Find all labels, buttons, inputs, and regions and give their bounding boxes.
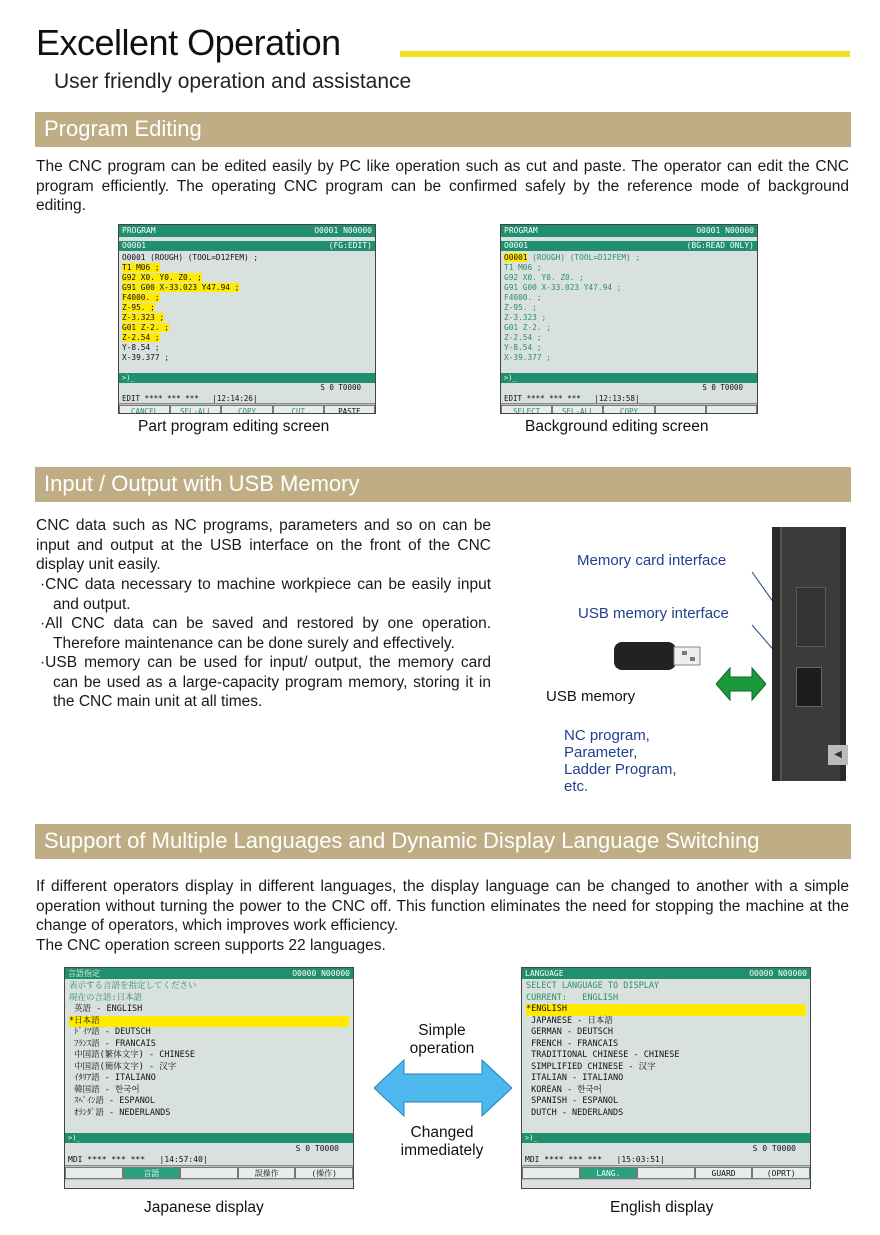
- language-option[interactable]: ITALIAN - ITALIANO: [526, 1073, 624, 1083]
- language-option[interactable]: GERMAN - DEUTSCH: [526, 1027, 613, 1037]
- screen-header-left: LANGUAGE: [525, 969, 564, 978]
- screen-header-right: O0001 N00000: [314, 226, 372, 235]
- softkey-item-3[interactable]: 誤操作: [238, 1167, 296, 1179]
- softkey-item-4[interactable]: (OPRT): [752, 1167, 810, 1179]
- program-line: G92 X0. Y0. Z0. ;: [504, 273, 584, 282]
- softkey-blank[interactable]: [180, 1167, 238, 1179]
- screen-header-left: PROGRAM: [122, 226, 156, 235]
- data-type-item: NC program,: [564, 727, 650, 744]
- program-line: Z-3.323 ;: [504, 313, 547, 322]
- caption-part-program: Part program editing screen: [138, 418, 330, 435]
- data-type-item: Ladder Program,: [564, 761, 677, 778]
- label-memory-card-interface: Memory card interface: [577, 552, 727, 569]
- softkey-language[interactable]: LANG.: [580, 1167, 638, 1179]
- softkey-language[interactable]: 言語: [123, 1167, 181, 1179]
- program-line: G01 Z-2. ;: [504, 323, 551, 332]
- mode-status-line: EDIT **** *** *** |12:14:26|: [119, 393, 375, 404]
- screen-header-left: PROGRAM: [504, 226, 538, 235]
- double-arrow-icon: [716, 664, 766, 704]
- program-line: G01 Z-2. ;: [122, 323, 169, 332]
- page-subtitle: User friendly operation and assistance: [54, 70, 412, 93]
- mode-status-line: EDIT **** *** *** |12:13:58|: [501, 393, 757, 404]
- softkey-copy[interactable]: COPY: [603, 405, 654, 414]
- softkey-item-3[interactable]: GUARD: [695, 1167, 753, 1179]
- status-line: S 0 T0000: [752, 1144, 796, 1153]
- input-line: >)_: [65, 1133, 353, 1143]
- language-option[interactable]: 中国語(簡体文字) - 汉字: [69, 1061, 177, 1072]
- language-option[interactable]: KOREAN - 한국어: [526, 1084, 602, 1095]
- program-line: F4000. ;: [122, 293, 160, 302]
- program-line: Z-95. ;: [504, 303, 537, 312]
- language-option: SELECT LANGUAGE TO DISPLAY: [526, 981, 660, 991]
- front-panel: [780, 527, 840, 781]
- edit-mode: (FG:EDIT): [328, 241, 372, 250]
- language-option[interactable]: 韓国語 - 한국어: [69, 1084, 140, 1095]
- language-option[interactable]: JAPANESE - 日本語: [526, 1015, 613, 1026]
- program-line: Z-95. ;: [122, 303, 155, 312]
- japanese-language-screen: [64, 967, 354, 1189]
- english-language-screen: [521, 967, 811, 1189]
- input-line: >)_: [501, 373, 757, 383]
- program-line: O0001 (ROUGH) (TOOL=D12FEM) ;: [504, 253, 641, 262]
- program-line: T1 M06 ;: [504, 263, 542, 272]
- screen-header-right: O0000 N00000: [292, 969, 350, 978]
- usb-bullet-item: ·All CNC data can be saved and restored by one operation. Therefore maintenance can be done surely and effectively.: [40, 615, 491, 652]
- language-option[interactable]: DUTCH - NEDERLANDS: [526, 1107, 624, 1118]
- program-line: X-39.377 ;: [504, 353, 551, 362]
- section-heading-languages: Support of Multiple Languages and Dynamic Display Language Switching: [35, 824, 851, 859]
- language-option[interactable]: ﾌﾗﾝｽ語 - FRANCAIS: [69, 1038, 156, 1049]
- language-option: CURRENT: ENGLISH: [526, 992, 619, 1003]
- usb-bullet-item: ·USB memory can be used for input/ output, the memory card can be used as a large-capacity program memory, storing it in the CNC main unit at all times.: [40, 654, 491, 710]
- softkey-select[interactable]: SELECT: [501, 405, 552, 414]
- language-option[interactable]: *日本語: [69, 1016, 349, 1028]
- softkey-sel-all[interactable]: SEL-ALL: [552, 405, 603, 414]
- program-line: X-39.377 ;: [122, 353, 169, 362]
- softkey-copy[interactable]: COPY: [221, 405, 272, 414]
- languages-text: If different operators display in different languages, the display language can be changed to another with a simple operation without turning the power to the CNC off. This function eliminates the need for stopping the machine at the change of operators, which improves work efficiency.: [36, 878, 849, 934]
- page-title: Excellent Operation: [36, 22, 341, 63]
- language-option[interactable]: ｵﾗﾝﾀﾞ語 - NEDERLANDS: [69, 1107, 171, 1118]
- arrow-label-changed-immediately: Changed immediately: [400, 1124, 484, 1159]
- program-line: Z-2.54 ;: [122, 333, 160, 342]
- language-option[interactable]: 英語 - ENGLISH: [69, 1004, 143, 1014]
- label-usb-memory: USB memory: [546, 688, 636, 705]
- language-option[interactable]: ｲﾀﾘｱ語 - ITALIANO: [69, 1073, 156, 1083]
- softkey-blank[interactable]: [637, 1167, 695, 1179]
- softkey-cut[interactable]: CUT: [273, 405, 324, 414]
- language-option[interactable]: *ENGLISH: [526, 1004, 806, 1016]
- language-option[interactable]: SIMPLIFIED CHINESE - 汉字: [526, 1061, 656, 1072]
- program-line: F4000. ;: [504, 293, 542, 302]
- language-list: [522, 979, 810, 1133]
- program-line: G92 X0. Y0. Z0. ;: [122, 273, 202, 282]
- caption-japanese-display: Japanese display: [144, 1199, 264, 1216]
- input-line: >)_: [522, 1133, 810, 1143]
- program-editing-text: The CNC program can be edited easily by PC like operation such as cut and paste. The operator can edit the CNC program efficiently. The operating CNC program can be confirmed safely by the reference mode of background editing.: [36, 158, 849, 214]
- program-line: G91 G00 X-33.023 Y47.94 ;: [504, 283, 622, 292]
- softkey-blank[interactable]: [65, 1167, 123, 1179]
- mode-status-line: MDI **** *** *** |15:03:51|: [522, 1154, 810, 1166]
- language-switch-arrow-icon: [374, 1058, 512, 1118]
- left-arrow-icon: ◀: [828, 745, 848, 765]
- data-type-item: etc.: [564, 778, 589, 795]
- caption-english-display: English display: [610, 1199, 714, 1216]
- screen-header-right: O0001 N00000: [696, 226, 754, 235]
- language-option[interactable]: ｽﾍﾟｲﾝ語 - ESPANOL: [69, 1096, 156, 1106]
- program-line: Y-8.54 ;: [504, 343, 542, 352]
- softkey-item-4[interactable]: (操作): [295, 1167, 353, 1179]
- usb-bullet-item: ·CNC data necessary to machine workpiece can be easily input and output.: [40, 576, 491, 613]
- data-type-item: Parameter,: [564, 744, 638, 761]
- arrow-label-simple-operation: Simple operation: [409, 1022, 475, 1057]
- program-line: Y-8.54 ;: [122, 343, 160, 352]
- program-line: G91 G00 X-33.023 Y47.94 ;: [122, 283, 240, 292]
- program-line: T1 M06 ;: [122, 263, 160, 272]
- softkey-paste[interactable]: PASTE: [324, 405, 375, 414]
- program-number: O0001: [122, 241, 147, 250]
- input-line: >)_: [119, 373, 375, 383]
- language-list: [65, 979, 353, 1133]
- language-option[interactable]: ﾄﾞｲﾂ語 - DEUTSCH: [69, 1027, 151, 1037]
- language-option[interactable]: 中国語(繁体文字) - CHINESE: [69, 1050, 196, 1060]
- section-heading-usb: Input / Output with USB Memory: [35, 467, 851, 502]
- screen-header-left: 言語指定: [68, 969, 100, 978]
- section-heading-program-editing: Program Editing: [35, 112, 851, 147]
- status-line: S 0 T0000: [320, 383, 361, 392]
- softkey-cancel[interactable]: CANCEL: [119, 405, 170, 414]
- language-option: 現在の言語:日本語: [69, 992, 143, 1003]
- language-option: 表示する言語を指定してください: [69, 981, 197, 991]
- screen-header-right: O0000 N00000: [749, 969, 807, 978]
- softkey-sel-all[interactable]: SEL-ALL: [170, 405, 221, 414]
- language-option[interactable]: SPANISH - ESPANOL: [526, 1096, 619, 1106]
- memory-card-slot: [796, 587, 826, 647]
- languages-count-text: The CNC operation screen supports 22 languages.: [36, 937, 386, 954]
- program-line: Z-3.323 ;: [122, 313, 165, 322]
- status-line: S 0 T0000: [295, 1144, 339, 1153]
- label-usb-memory-interface: USB memory interface: [578, 605, 729, 622]
- caption-background-editing: Background editing screen: [525, 418, 709, 435]
- status-line: S 0 T0000: [702, 383, 743, 392]
- program-number: O0001: [504, 241, 529, 250]
- language-option[interactable]: FRENCH - FRANCAIS: [526, 1038, 619, 1049]
- softkey-bar: [65, 1166, 353, 1180]
- edit-mode: (BG:READ ONLY): [686, 241, 754, 250]
- softkey-blank[interactable]: [522, 1167, 580, 1179]
- usb-stick-icon: [612, 636, 702, 676]
- language-option[interactable]: TRADITIONAL CHINESE - CHINESE: [526, 1050, 680, 1060]
- program-line: Z-2.54 ;: [504, 333, 542, 342]
- cnc-display-unit: [772, 527, 846, 781]
- program-line: O0001 (ROUGH) (TOOL=D12FEM) ;: [122, 253, 259, 262]
- usb-port: [796, 667, 822, 707]
- usb-intro-text: CNC data such as NC programs, parameters and so on can be input and output at the USB interface on the front of the CNC display unit easily.: [36, 517, 491, 573]
- mode-status-line: MDI **** *** *** |14:57:40|: [65, 1154, 353, 1166]
- softkey-bar: [522, 1166, 810, 1180]
